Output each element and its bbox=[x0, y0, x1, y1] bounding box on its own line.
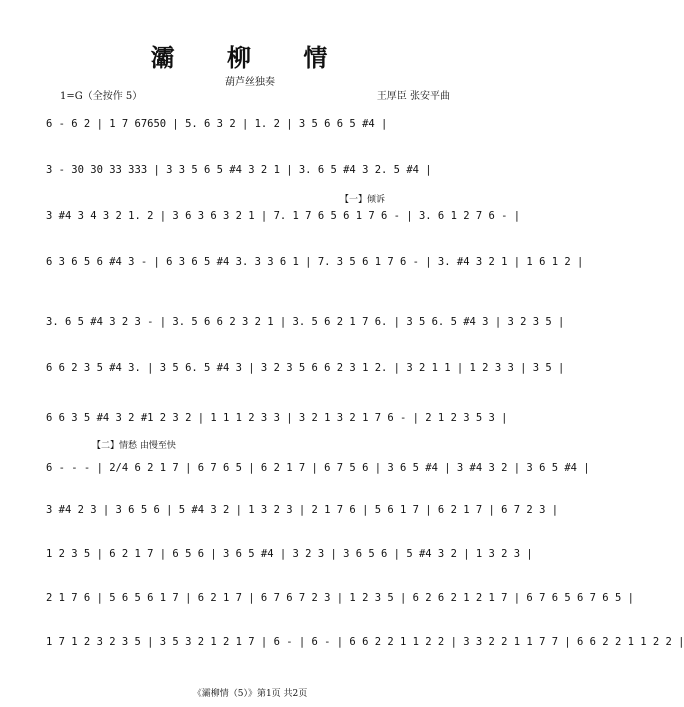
score-row-2: 3 - 30 30 33 333 | 3 3 5 6 5 #4 3 2 1 | 3. 6 5 #4 3 2. 5 #4 | bbox=[46, 164, 432, 176]
score-row-12: 1 7 1 2 3 2 3 5 | 3 5 3 2 1 2 1 7 | 6 - | 6 - | 6 6 2 2 1 1 2 2 | 3 3 2 2 1 1 7 7 | 6 6 2 2 1 1 2 2 | bbox=[46, 636, 684, 648]
score-row-4: 6 3 6 5 6 #4 3 - | 6 3 6 5 #4 3. 3 3 6 1 | 7. 3 5 6 1 7 6 - | 3. #4 3 2 1 | 1 6 1 2 | bbox=[46, 256, 584, 268]
score-row-8: 6 - - - | 2/4 6 2 1 7 | 6 7 6 5 | 6 2 1 7 | 6 7 5 6 | 3 6 5 #4 | 3 #4 3 2 | 3 6 5 #4 | bbox=[46, 462, 590, 474]
score-row-10: 1 2 3 5 | 6 2 1 7 | 6 5 6 | 3 6 5 #4 | 3 2 3 | 3 6 5 6 | 5 #4 3 2 | 1 3 2 3 | bbox=[46, 548, 533, 560]
score-row-11: 2 1 7 6 | 5 6 5 6 1 7 | 6 2 1 7 | 6 7 6 7 2 3 | 1 2 3 5 | 6 2 6 2 1 2 1 7 | 6 7 6 5 6 7 6 5 | bbox=[46, 592, 634, 604]
score-row-7: 6 6 3 5 #4 3 2 #1 2 3 2 | 1 1 1 2 3 3 | 3 2 1 3 2 1 7 6 - | 2 1 2 3 5 3 | bbox=[46, 412, 508, 424]
score-row-6: 6 6 2 3 5 #4 3. | 3 5 6. 5 #4 3 | 3 2 3 5 6 6 2 3 1 2. | 3 2 1 1 | 1 2 3 3 | 3 5 | bbox=[46, 362, 565, 374]
score-row-9: 3 #4 2 3 | 3 6 5 6 | 5 #4 3 2 | 1 3 2 3 | 2 1 7 6 | 5 6 1 7 | 6 2 1 7 | 6 7 2 3 | bbox=[46, 504, 559, 516]
page-footer: 《灞柳情（5）》第1页 共2页 bbox=[192, 689, 308, 699]
score-row-5: 3. 6 5 #4 3 2 3 - | 3. 5 6 6 2 3 2 1 | 3. 5 6 2 1 7 6. | 3 5 6. 5 #4 3 | 3 2 3 5 | bbox=[46, 316, 565, 328]
section-label-1: 【一】倾诉 bbox=[340, 195, 386, 205]
page-title: 灞 柳 情 bbox=[150, 43, 350, 72]
composer: 王厚臣 张安平曲 bbox=[376, 91, 450, 102]
section-label-2: 【二】情愁 由慢至快 bbox=[92, 441, 176, 451]
score-row-1: 6 - 6 2 | 1 7 67650 | 5. 6 3 2 | 1. 2 | 3 5 6 6 5 #4 | bbox=[46, 118, 388, 130]
key-signature: 1=G（全按作 5） bbox=[60, 91, 143, 102]
subtitle: 葫芦丝独奏 bbox=[225, 77, 275, 88]
score-row-3: 3 #4 3 4 3 2 1. 2 | 3 6 3 6 3 2 1 | 7. 1 7 6 5 6 1 7 6 - | 3. 6 1 2 7 6 - | bbox=[46, 210, 521, 222]
